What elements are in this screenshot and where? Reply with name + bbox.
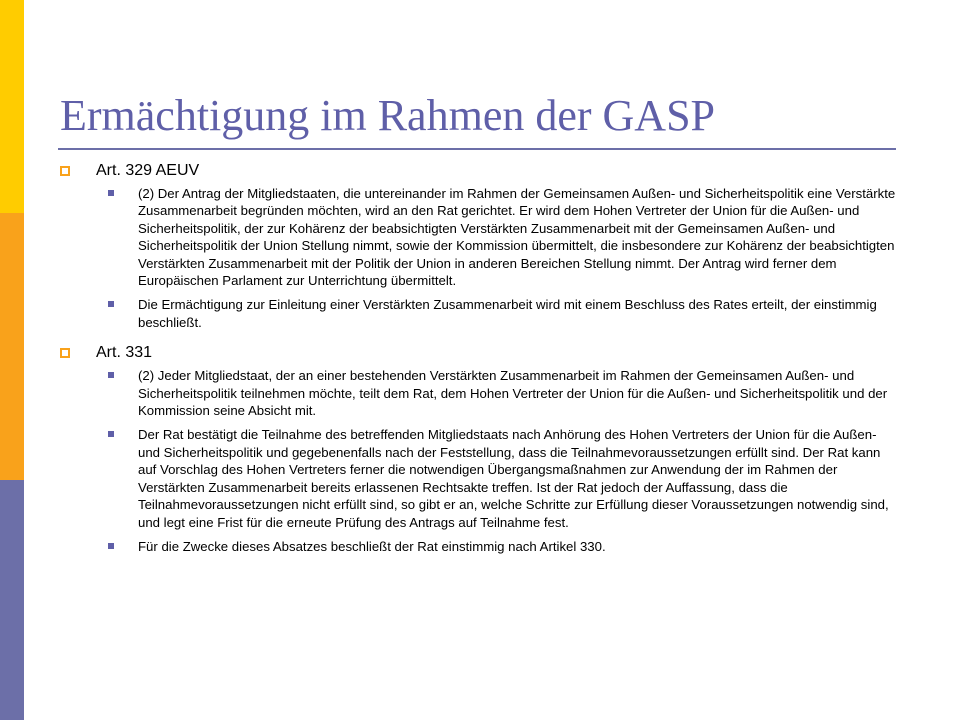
hollow-square-bullet-icon [60,166,70,176]
square-bullet-icon [108,190,114,196]
sub-bullet-text: Der Rat bestätigt die Teilnahme des betreffenden Mitgliedstaats nach Anhörung des Hohen Vertreters der Union für die Außen- und Sicherheitspolitik und gegebenenfalls nach der Feststellung, dass die Teilnahmevoraussetzungen erfüllt sind. Der Rat kann auf Vorschlag des Hohen Vertreters ferner die notwendigen Übergangsmaßnahmen zur Anwendung der im Rahmen der Verstärkten Zusammenarbeit bereits erlassenen Rechtsakte treffen. Ist der Rat jedoch der Auffassung, dass die Teilnahmevoraussetzungen nicht erfüllt sind, so gibt er an, welche Schritte zur Erfüllung dieser Voraussetzungen notwendig sind, und legt eine Frist für die erneute Prüfung des Antrags auf Teilnahme fest. [138,427,889,530]
sub-bullet [108,426,898,530]
sub-bullet [108,185,898,289]
sub-bullet [108,367,898,419]
section-heading-text: Art. 331 [96,344,153,362]
square-bullet-icon [108,372,114,378]
slide-title: Ermächtigung im Rahmen der GASP [60,91,716,140]
square-bullet-icon [108,301,114,307]
square-bullet-icon [108,431,114,437]
square-bullet-icon [108,543,114,549]
sub-bullet-text: Für die Zwecke dieses Absatzes beschließt der Rat einstimmig nach Artikel 330. [138,538,606,554]
section-heading-text: Art. 329 AEUV [96,162,200,179]
hollow-square-bullet-icon [60,348,70,358]
accent-band-orange [0,213,24,480]
slide-body [60,161,910,562]
accent-band-purple [0,480,24,720]
sub-bullet [108,538,898,555]
section-heading [60,161,910,181]
section-heading [60,343,910,363]
sub-bullet-text: (2) Der Antrag der Mitgliedstaaten, die untereinander im Rahmen der Gemeinsamen Außen- und Sicherheitspolitik eine Verstärkte Zusammenarbeit begründen möchten, wird an den Rat gerichtet. Er wird dem Hohen Vertreter der Union für die Außen- und Sicherheitspolitik, der zur Kohärenz der beabsichtigten Verstärkten Zusammenarbeit mit der Gemeinsamen Außen- und Sicherheitspolitik der Union Stellung nimmt, sowie der Kommission übermittelt, die insbesondere zur Kohärenz der beabsichtigten Verstärkten Zusammenarbeit mit der Politik der Union in anderen Bereichen Stellung nimmt. Der Antrag wird ferner dem Europäischen Parlament zur Unterrichtung übermittelt. [138,186,896,289]
sub-bullet-text: (2) Jeder Mitgliedstaat, der an einer bestehenden Verstärkten Zusammenarbeit im Rahmen der Gemeinsamen Außen- und Sicherheitspolitik teilnehmen möchte, teilt dem Rat, dem Hohen Vertreter der Union für die Außen- und Sicherheitspolitik und der Kommission seine Absicht mit. [138,368,888,419]
title-underline [58,148,896,150]
accent-band-yellow [0,0,24,213]
sub-bullet-text: Die Ermächtigung zur Einleitung einer Verstärkten Zusammenarbeit wird mit einem Beschluss des Rates erteilt, der einstimmig beschließt. [138,297,877,330]
sub-bullet [108,296,898,331]
